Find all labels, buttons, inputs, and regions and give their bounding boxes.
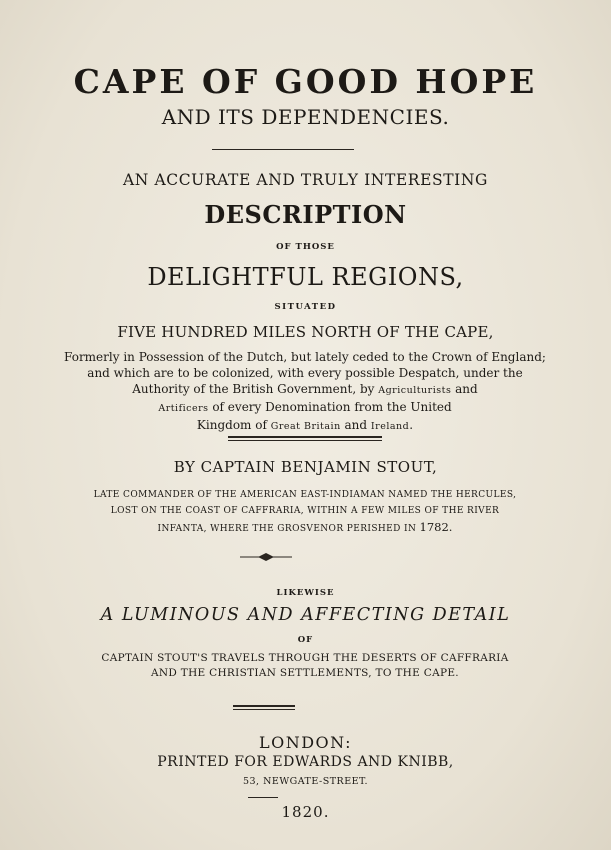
imprint-address: 53, NEWGATE-STREET.: [242, 776, 369, 787]
small-caps-text: Agriculturists: [378, 385, 452, 396]
description-heading: DESCRIPTION: [204, 200, 407, 229]
travels-line: AND THE CHRISTIAN SETTLEMENTS, TO THE CAPE.: [151, 667, 459, 679]
divider-rule-thick: [228, 436, 382, 438]
travels-text: [30, 651, 580, 681]
imprint-year: 1820.: [281, 803, 330, 821]
divider-rule-double-top: [233, 705, 295, 707]
small-caps-text: Great Britain: [270, 421, 341, 432]
small-caps-text: Ireland: [370, 421, 410, 432]
travels-line: CAPTAIN STOUT'S TRAVELS THROUGH THE DESERTS OF CAFFRARIA: [101, 652, 509, 664]
divider-rule-short: [248, 797, 278, 798]
accurate-heading: AN ACCURATE AND TRULY INTERESTING: [122, 171, 489, 189]
ornament-divider-icon: [240, 551, 292, 563]
author-line: BY CAPTAIN BENJAMIN STOUT,: [173, 458, 438, 476]
book-subtitle: AND ITS DEPENDENCIES.: [161, 105, 450, 129]
location-heading: FIVE HUNDRED MILES NORTH OF THE CAPE,: [117, 323, 494, 341]
divider-rule-top: [212, 149, 354, 150]
of-text: OF: [297, 635, 314, 645]
small-caps-text: Artificers: [158, 403, 209, 414]
of-those-text: OF THOSE: [276, 242, 335, 252]
luminous-heading: A LUMINOUS AND AFFECTING DETAIL: [100, 605, 511, 625]
author-description-line: LOST ON THE COAST OF CAFFRARIA, WITHIN A FEW MILES OF THE RIVER: [110, 506, 500, 516]
imprint-printer: PRINTED FOR EDWARDS AND KNIBB,: [157, 754, 454, 770]
author-description-line: LATE COMMANDER OF THE AMERICAN EAST-INDIAMAN NAMED THE HERCULES,: [93, 490, 517, 500]
paragraph-line: Formerly in Possession of the Dutch, but lately ceded to the Crown of England;: [64, 350, 546, 364]
likewise-text: LIKEWISE: [276, 588, 335, 598]
paragraph-line: and which are to be colonized, with every possible Despatch, under the: [87, 366, 523, 380]
paragraph-line: Authority of the British Government, by Agriculturists and: [132, 382, 478, 396]
book-title: CAPE OF GOOD HOPE: [73, 62, 538, 101]
situated-text: SITUATED: [274, 302, 337, 312]
divider-rule-double-bottom: [233, 709, 295, 710]
imprint-city: LONDON:: [258, 733, 352, 752]
colonization-paragraph: [40, 349, 570, 435]
divider-rule-thin: [228, 440, 382, 441]
author-description-line: INFANTA, WHERE THE GROSVENOR PERISHED IN 1782.: [157, 520, 453, 534]
paragraph-line: Kingdom of Great Britain and Ireland.: [196, 418, 414, 432]
paragraph-line: Artificers of every Denomination from the United: [158, 400, 452, 414]
delightful-regions-heading: DELIGHTFUL REGIONS,: [147, 263, 464, 291]
author-description: [40, 487, 570, 537]
